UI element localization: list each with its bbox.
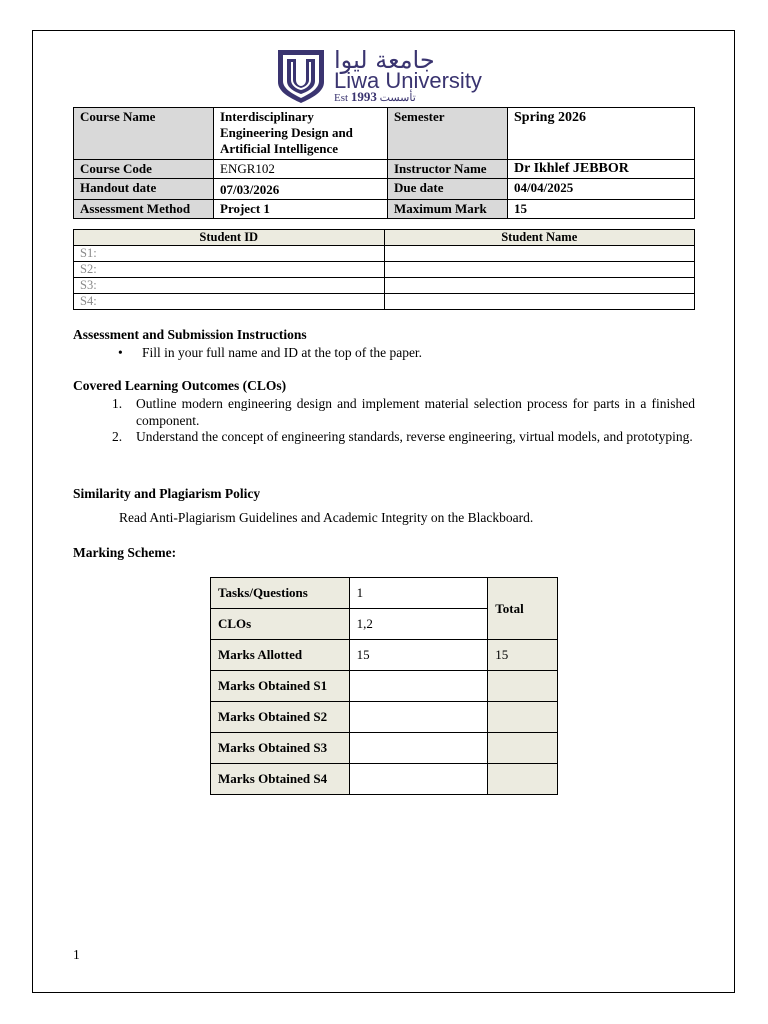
method-value: Project 1 (214, 200, 388, 219)
table-row (74, 294, 695, 310)
semester-value: Spring 2026 (508, 108, 695, 160)
obtained-s1-total[interactable] (488, 671, 558, 702)
obtained-s2-cell[interactable] (349, 702, 488, 733)
student-id-header: Student ID (74, 230, 385, 246)
instructor-label: Instructor Name (388, 160, 508, 179)
obtained-s3-label: Marks Obtained S3 (211, 733, 350, 764)
max-mark-value: 15 (508, 200, 695, 219)
marking-scheme-table (210, 577, 558, 795)
tasks-value: 1 (349, 578, 488, 609)
list-item (73, 396, 695, 429)
student-name-cell[interactable] (384, 278, 695, 294)
logo-arabic-name: جامعة ليوا (334, 46, 435, 74)
tasks-label: Tasks/Questions (211, 578, 350, 609)
course-code-label: Course Code (74, 160, 214, 179)
course-name-label: Course Name (74, 108, 214, 160)
course-info-table (73, 107, 695, 219)
page-number: 1 (73, 947, 80, 962)
list-item (73, 429, 695, 446)
obtained-s2-total[interactable] (488, 702, 558, 733)
due-label: Due date (388, 179, 508, 200)
logo-university-name: Liwa University (334, 68, 482, 93)
obtained-s2-label: Marks Obtained S2 (211, 702, 350, 733)
student-name-cell[interactable] (384, 246, 695, 262)
student-id-cell[interactable]: S1: (74, 246, 385, 262)
course-name-value: Interdisciplinary Engineering Design and Artificial Intelligence (214, 108, 388, 160)
instructor-value: Dr Ikhlef JEBBOR (508, 160, 695, 179)
handout-value: 07/03/2026 (214, 179, 388, 200)
logo-est-prefix: Est (334, 92, 349, 104)
allotted-label: Marks Allotted (211, 640, 350, 671)
allotted-value: 15 (349, 640, 488, 671)
student-name-cell[interactable] (384, 294, 695, 310)
obtained-s1-cell[interactable] (349, 671, 488, 702)
student-table (73, 229, 695, 310)
logo-established (334, 89, 416, 105)
logo-est-year: 1993 (350, 89, 377, 104)
student-name-header: Student Name (384, 230, 695, 246)
instructions-heading: Assessment and Submission Instructions (73, 327, 307, 342)
instruction-text: Fill in your full name and ID at the top of the paper. (142, 345, 423, 360)
obtained-s3-total[interactable] (488, 733, 558, 764)
obtained-s4-cell[interactable] (349, 764, 488, 795)
policy-text: Read Anti-Plagiarism Guidelines and Academic Integrity on the Blackboard. (119, 510, 534, 525)
clo-number: 1. (112, 396, 123, 411)
handout-label: Handout date (74, 179, 214, 200)
obtained-s3-cell[interactable] (349, 733, 488, 764)
method-label: Assessment Method (74, 200, 214, 219)
due-value: 04/04/2025 (508, 179, 695, 200)
clo-text: Outline modern engineering design and implement material selection process for parts in a finished component. (136, 396, 695, 428)
table-row (74, 262, 695, 278)
clo-number: 2. (112, 429, 123, 444)
table-row (74, 278, 695, 294)
logo-est-arabic: تأسست (379, 92, 416, 104)
obtained-s4-label: Marks Obtained S4 (211, 764, 350, 795)
clos-value: 1,2 (349, 609, 488, 640)
obtained-s4-total[interactable] (488, 764, 558, 795)
student-id-cell[interactable]: S3: (74, 278, 385, 294)
policy-heading: Similarity and Plagiarism Policy (73, 486, 261, 501)
student-name-cell[interactable] (384, 262, 695, 278)
bullet-icon: • (118, 345, 123, 360)
allotted-total: 15 (488, 640, 558, 671)
student-id-cell[interactable]: S2: (74, 262, 385, 278)
total-label: Total (488, 578, 558, 640)
semester-label: Semester (388, 108, 508, 160)
shield-logo-icon (276, 48, 326, 104)
clos-list (73, 396, 695, 446)
clos-label: CLOs (211, 609, 350, 640)
clos-heading: Covered Learning Outcomes (CLOs) (73, 378, 287, 393)
max-mark-label: Maximum Mark (388, 200, 508, 219)
clo-text: Understand the concept of engineering standards, reverse engineering, virtual models, and prototyping. (136, 429, 693, 444)
marking-heading: Marking Scheme: (73, 545, 177, 560)
table-row (74, 246, 695, 262)
course-code-value: ENGR102 (214, 160, 388, 179)
obtained-s1-label: Marks Obtained S1 (211, 671, 350, 702)
student-id-cell[interactable]: S4: (74, 294, 385, 310)
university-logo (276, 48, 488, 106)
